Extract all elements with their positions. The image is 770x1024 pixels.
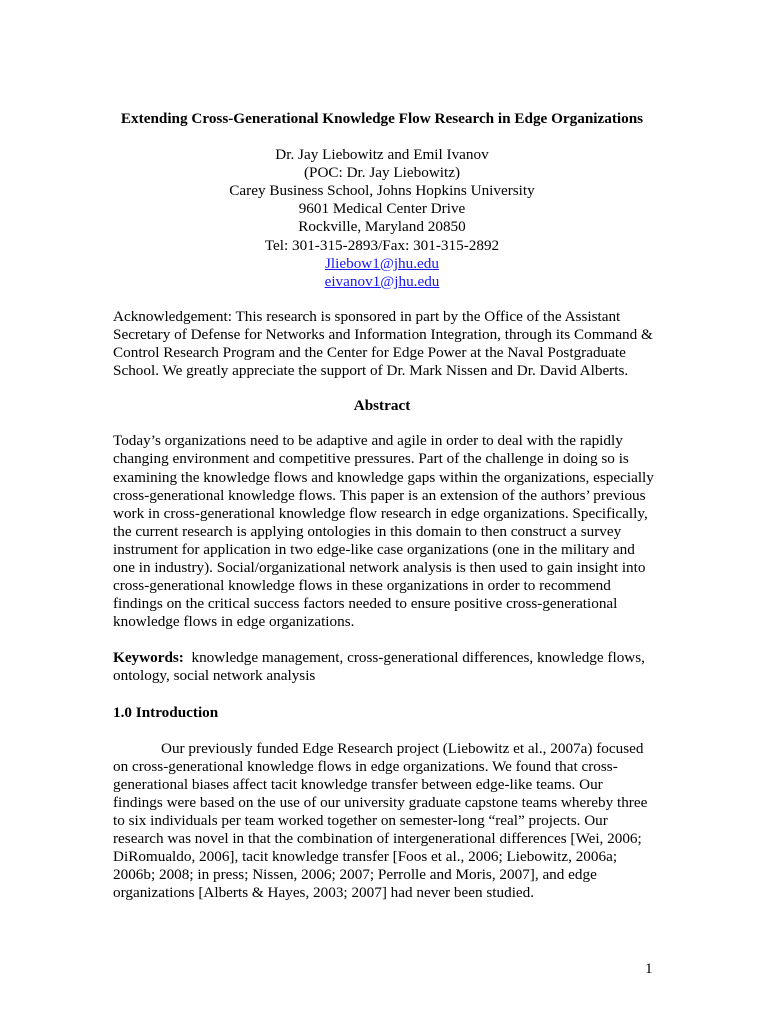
- abstract-line: instrument for application in two edge-like case organizations (one in the military and: [113, 540, 635, 558]
- keywords-text: knowledge management, cross-generational differences, knowledge flows,: [183, 649, 645, 667]
- paper-title: Extending Cross-Generational Knowledge Flow Research in Edge Organizations: [120, 110, 644, 127]
- abstract-line: cross-generational knowledge flows in these organizations in order to recommend: [113, 577, 611, 595]
- affiliation: Carey Business School, Johns Hopkins University: [229, 182, 535, 200]
- intro-line: on cross-generational knowledge flows in edge organizations. We found that cross-: [113, 757, 618, 775]
- intro-heading: 1.0 Introduction: [113, 703, 219, 721]
- intro-line: DiRomualdo, 2006], tacit knowledge transfer [Foos et al., 2006; Liebowitz, 2006a;: [113, 848, 618, 866]
- keywords-line: ontology, social network analysis: [113, 667, 316, 685]
- intro-line: research was novel in that the combination of intergenerational differences [Wei, 2006;: [113, 830, 642, 848]
- abstract-line: the current research is applying ontologies in this domain to then construct a survey: [113, 522, 622, 540]
- point-of-contact: (POC: Dr. Jay Liebowitz): [303, 164, 461, 182]
- phone-fax: Tel: 301-315-2893/Fax: 301-315-2892: [264, 236, 500, 254]
- author-block: [113, 146, 651, 291]
- author-names: Dr. Jay Liebowitz and Emil Ivanov: [275, 146, 489, 164]
- abstract-body: [113, 432, 654, 631]
- ack-line: School. We greatly appreciate the support of Dr. Mark Nissen and Dr. David Alberts.: [113, 362, 629, 380]
- address-street: 9601 Medical Center Drive: [298, 200, 466, 218]
- acknowledgement: [113, 308, 651, 380]
- intro-line: generational biases affect tacit knowledge transfer between edge-like teams. Our: [113, 775, 603, 793]
- keywords-label: Keywords:: [113, 649, 184, 667]
- email-link-ivanov[interactable]: eivanov1@jhu.edu: [324, 272, 440, 290]
- intro-line: findings were based on the use of our university graduate capstone teams whereby three: [113, 793, 648, 811]
- abstract-line: changing environment and competitive pressures. Part of the challenge in doing so is: [113, 450, 629, 468]
- intro-line: to six individuals per team worked together on semester-long “real” projects. Our: [113, 812, 608, 829]
- page-number: 1: [645, 960, 653, 977]
- abstract-line: knowledge flows in edge organizations.: [113, 613, 355, 631]
- keywords-line: [113, 649, 651, 667]
- intro-line: organizations [Alberts & Hayes, 2003; 2007] had never been studied.: [113, 884, 535, 902]
- paper-page: [113, 110, 654, 902]
- intro-line: 2006b; 2008; in press; Nissen, 2006; 2007; Perrolle and Moris, 2007], and edge: [113, 866, 597, 884]
- abstract-line: Today’s organizations need to be adaptive and agile in order to deal with the rapidly: [113, 432, 623, 450]
- ack-line: Acknowledgement: This research is sponsored in part by the Office of the Assistant: [113, 307, 621, 325]
- intro-line: Our previously funded Edge Research project (Liebowitz et al., 2007a) focused: [161, 739, 644, 757]
- abstract-line: work in cross-generational knowledge flow research in edge organizations. Specifically,: [113, 504, 648, 522]
- ack-line: Secretary of Defense for Networks and Information Integration, through its Command &: [113, 325, 653, 343]
- address-city: Rockville, Maryland 20850: [298, 218, 466, 236]
- abstract-line: cross-generational knowledge flows. This paper is an extension of the authors’ previous: [113, 486, 646, 504]
- email-link-liebowitz[interactable]: Jliebow1@jhu.edu: [325, 254, 439, 272]
- abstract-heading: Abstract: [353, 397, 411, 415]
- abstract-line: one in industry). Social/organizational network analysis is then used to gain insight into: [113, 558, 646, 576]
- intro-body: [113, 740, 651, 903]
- abstract-line: findings on the critical success factors needed to ensure positive cross-generational: [113, 595, 618, 613]
- abstract-line: examining the knowledge flows and knowledge gaps within the organizations, especially: [113, 468, 654, 486]
- keywords: [113, 649, 651, 685]
- ack-line: Control Research Program and the Center for Edge Power at the Naval Postgraduate: [113, 344, 626, 362]
